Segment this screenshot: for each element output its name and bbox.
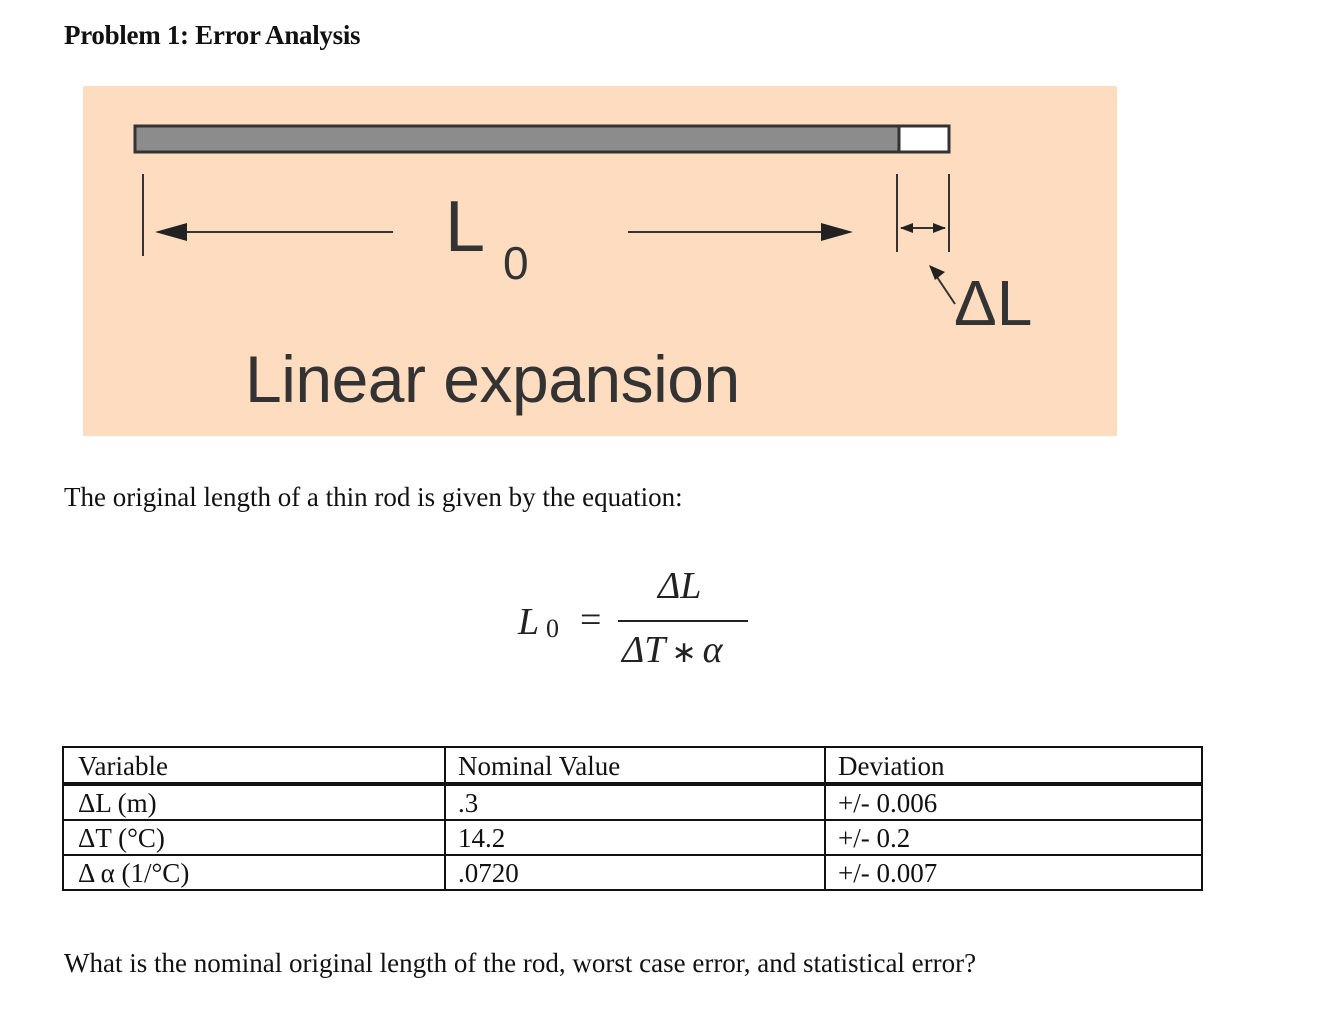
table-cell: +/- 0.2 <box>825 820 1202 855</box>
rod-expansion <box>899 126 949 152</box>
variables-table <box>62 746 1203 891</box>
figure-caption: Linear expansion <box>245 342 740 416</box>
table-cell: .3 <box>445 784 825 820</box>
table-cell: +/- 0.006 <box>825 784 1202 820</box>
table-row <box>63 820 1202 855</box>
equation-denominator <box>622 628 723 672</box>
page-title: Problem 1: Error Analysis <box>64 20 361 50</box>
table-cell: ΔT (°C) <box>63 820 445 855</box>
equation-lhs-subscript: 0 <box>546 614 559 643</box>
equation-lhs: L <box>518 601 540 643</box>
right-arrowhead <box>821 223 853 241</box>
delta-arrowhead-right <box>933 223 946 233</box>
multiply-operator: ∗ <box>671 636 697 669</box>
header-variable: Variable <box>63 747 445 784</box>
rod-original <box>135 126 899 152</box>
table-cell: ΔL (m) <box>63 784 445 820</box>
delta-length-label: ΔL <box>954 267 1033 339</box>
delta-arrowhead-left <box>900 223 913 233</box>
table-cell: .0720 <box>445 855 825 890</box>
table-header-row <box>63 747 1202 784</box>
table-cell: 14.2 <box>445 820 825 855</box>
pointer-arrowhead <box>929 265 945 280</box>
header-deviation: Deviation <box>825 747 1202 784</box>
left-arrowhead <box>155 223 187 241</box>
equation <box>518 562 758 682</box>
length-symbol: L <box>445 187 486 267</box>
question-text: What is the nominal original length of the rod, worst case error, and statistical error? <box>64 948 977 978</box>
equation-numerator: ΔL <box>658 565 702 607</box>
linear-expansion-figure <box>83 86 1117 436</box>
denominator-alpha: α <box>702 629 723 671</box>
header-nominal-value: Nominal Value <box>445 747 825 784</box>
pointer-line <box>935 274 955 304</box>
table-cell: Δ α (1/°C) <box>63 855 445 890</box>
length-subscript: 0 <box>503 237 529 289</box>
table-row <box>63 784 1202 820</box>
fraction-bar <box>618 620 748 622</box>
denominator-delta-t: ΔT <box>622 629 666 671</box>
table-cell: +/- 0.007 <box>825 855 1202 890</box>
table-row <box>63 855 1202 890</box>
equation-equals: = <box>580 599 602 641</box>
intro-text: The original length of a thin rod is given by the equation: <box>64 482 683 512</box>
